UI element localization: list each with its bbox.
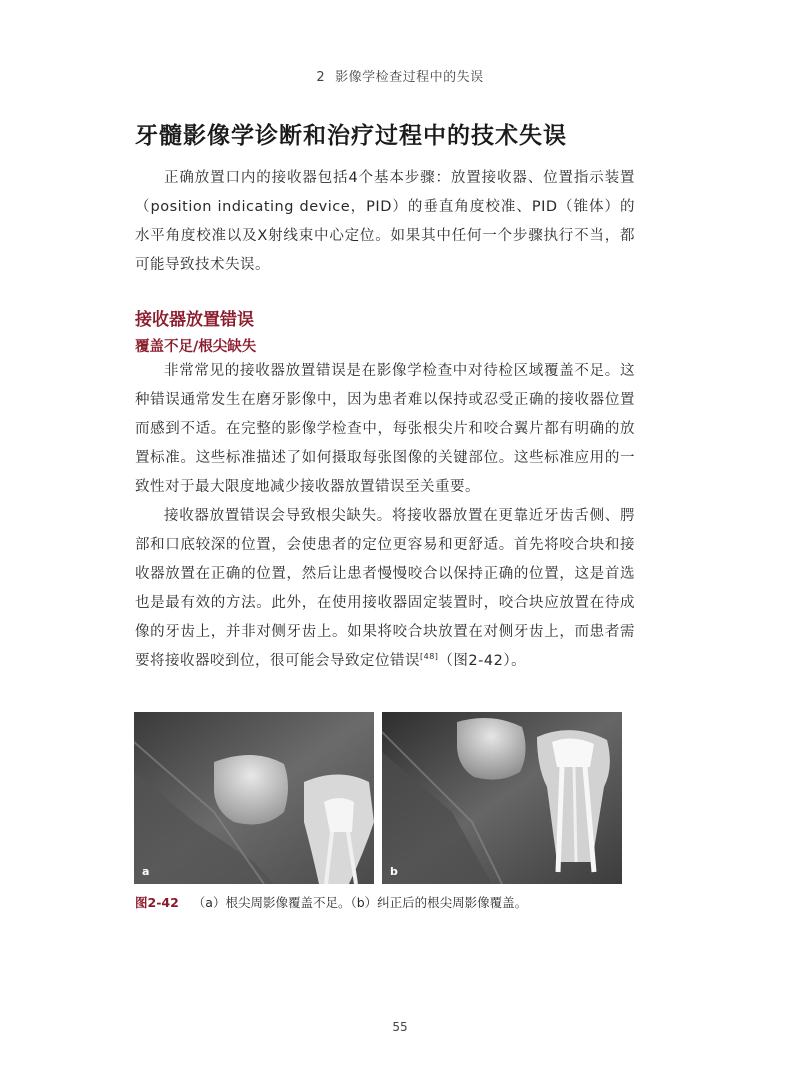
chapter-title: 影像学检查过程中的失误 <box>335 70 484 85</box>
intro-paragraph-block <box>135 164 635 280</box>
subsection-title: 接收器放置错误 <box>135 310 254 330</box>
figure-label: 图2-42 <box>135 895 179 910</box>
intro-paragraph: 正确放置口内的接收器包括4个基本步骤：放置接收器、位置指示装置（position indicating device，PID）的垂直角度校准、PID（锥体）的水平角度校准以及X射线束中心定位。如果其中任何一个步骤执行不当，都可能导致技术失误。 <box>135 170 635 273</box>
figure-reference: （图2-42）。 <box>438 653 527 669</box>
subsubsection-title: 覆盖不足/根尖缺失 <box>135 339 257 355</box>
chapter-number: 2 <box>316 70 326 85</box>
xray-panel-a <box>134 712 374 884</box>
xray-image-b <box>382 712 622 884</box>
section-title: 牙髓影像学诊断和治疗过程中的技术失误 <box>135 123 567 149</box>
body-paragraph-1: 非常常见的接收器放置错误是在影像学检查中对待检区域覆盖不足。这种错误通常发生在磨牙影像中，因为患者难以保持或忍受正确的接收器位置而感到不适。在完整的影像学检查中，每张根尖片和咬合翼片都有明确的放置标准。这些标准描述了如何摄取每张图像的关键部位。这些标准应用的一致性对于最大限度地减少接收器放置错误至关重要。 <box>135 363 635 495</box>
body-text <box>135 357 635 676</box>
figure-caption-text: （a）根尖周影像覆盖不足。（b）纠正后的根尖周影像覆盖。 <box>192 895 528 910</box>
reference-citation: [48] <box>420 652 439 662</box>
body-paragraph-2-text: 接收器放置错误会导致根尖缺失。将接收器放置在更靠近牙齿舌侧、腭部和口底较深的位置，会使患者的定位更容易和更舒适。首先将咬合块和接收器放置在正确的位置，然后让患者慢慢咬合以保持正确的位置，这是首选也是最有效的方法。此外，在使用接收器固定装置时，咬合块应放置在待成像的牙齿上，并非对侧牙齿上。如果将咬合块放置在对侧牙齿上，而患者需要将接收器咬到位，很可能会导致定位错误 <box>135 508 635 669</box>
xray-image-a <box>134 712 374 884</box>
running-head <box>0 66 800 85</box>
page-number: 55 <box>392 1020 408 1034</box>
panel-label-b: b <box>390 865 398 878</box>
panel-label-a: a <box>142 865 150 878</box>
figure-caption <box>135 893 527 911</box>
body-paragraph-2 <box>135 502 635 676</box>
xray-panel-b <box>382 712 622 884</box>
